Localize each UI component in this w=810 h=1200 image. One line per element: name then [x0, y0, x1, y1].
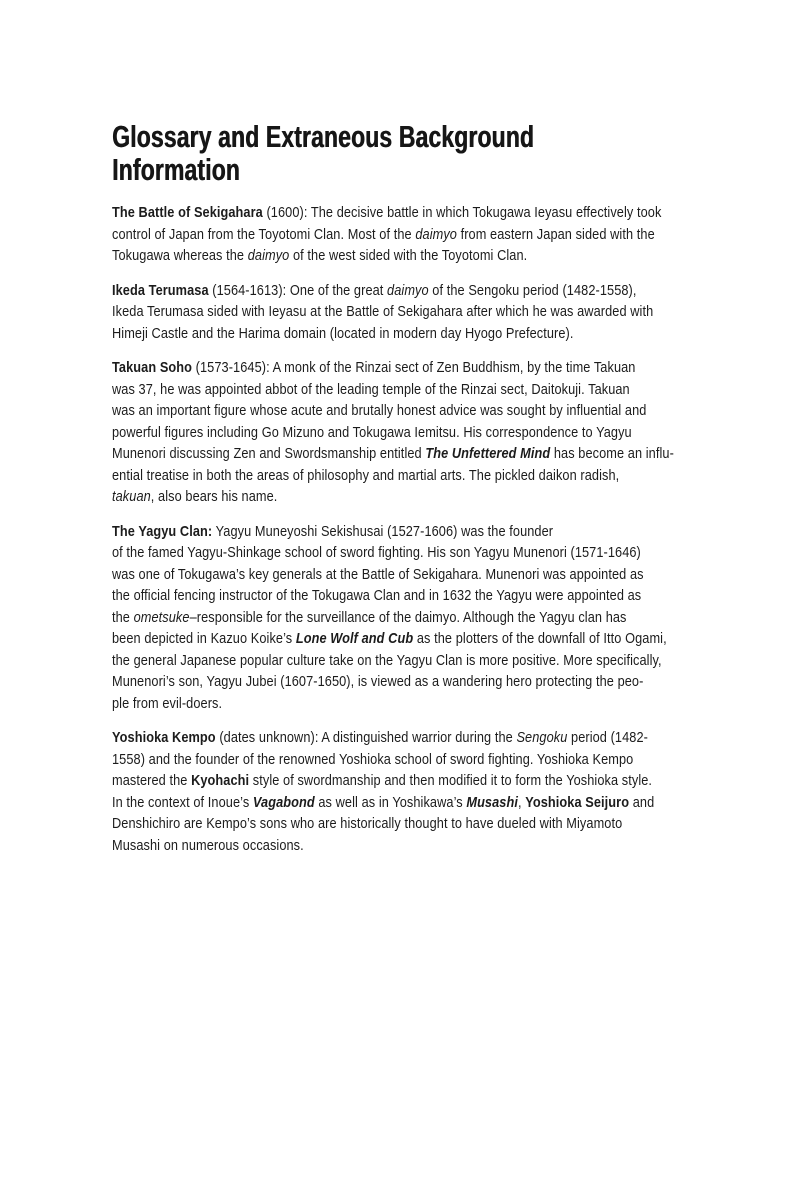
- text-segment: ometsuke: [133, 608, 190, 626]
- glossary-entry-takuan-soho: [112, 357, 673, 508]
- text-segment: ,: [517, 793, 526, 811]
- page-title-line: Information: [112, 152, 240, 187]
- text-segment: of the west sided with the Toyotomi Clan.: [289, 247, 528, 264]
- text-line: [112, 422, 673, 444]
- text-segment: ential treatise in both the areas of philosophy and martial arts. The pickled daikon radish,: [112, 466, 620, 484]
- text-segment: Sengoku: [516, 729, 568, 746]
- entry-term: Yoshioka Kempo: [112, 729, 216, 746]
- text-segment: Tokugawa whereas the: [112, 247, 248, 264]
- text-segment: takuan: [112, 488, 151, 505]
- text-segment: (1564-1613): One of the great: [208, 281, 388, 299]
- text-line: [112, 749, 673, 771]
- glossary-entry-yoshioka-kempo: [112, 727, 673, 856]
- text-segment: from eastern Japan sided with the: [456, 225, 655, 243]
- text-line: [112, 400, 673, 422]
- text-segment: Denshichiro are Kempo’s sons who are historically thought to have dueled with Miyamoto: [112, 815, 623, 832]
- text-segment: of the Sengoku period (1482-1558),: [428, 281, 637, 299]
- page-title-line: Glossary and Extraneous Background: [112, 119, 534, 154]
- page-title: [112, 120, 600, 186]
- text-segment: (1573-1645): A monk of the Rinzai sect of Zen Buddhism, by the time Takuan: [192, 359, 636, 376]
- text-segment: the official fencing instructor of the Tokugawa Clan and in 1632 the Yagyu were appointed as: [112, 587, 642, 604]
- text-line: [112, 202, 673, 224]
- text-segment: Vagabond: [252, 793, 315, 811]
- text-segment: 1558) and the founder of the renowned Yoshioka school of sword fighting. Yoshioka Kempo: [112, 750, 634, 768]
- text-segment: has become an influ-: [550, 445, 674, 462]
- text-segment: control of Japan from the Toyotomi Clan. Most of the: [112, 225, 416, 243]
- text-line: [112, 607, 673, 629]
- text-line: [112, 486, 673, 508]
- text-segment: , also bears his name.: [150, 488, 278, 505]
- entry-term: The Yagyu Clan:: [112, 522, 213, 540]
- text-line: [112, 521, 673, 543]
- text-line: [112, 770, 673, 792]
- text-segment: was one of Tokugawa’s key generals at the Battle of Sekigahara. Munenori was appointed as: [112, 565, 644, 583]
- entry-term: Takuan Soho: [112, 359, 193, 376]
- text-line: [112, 564, 673, 586]
- text-line: [112, 792, 673, 814]
- text-segment: Musashi: [466, 793, 518, 811]
- text-segment: been depicted in Kazuo Koike’s: [112, 630, 296, 647]
- text-segment: Lone Wolf and Cub: [295, 630, 414, 647]
- text-segment: Himeji Castle and the Harima domain (located in modern day Hyogo Prefecture).: [112, 324, 574, 342]
- glossary-entry-yagyu-clan: [112, 521, 673, 715]
- text-line: [112, 835, 673, 857]
- text-segment: of the famed Yagyu-Shinkage school of sword fighting. His son Yagyu Munenori (1571-1646): [112, 544, 641, 561]
- text-segment: In the context of Inoue’s: [112, 793, 253, 811]
- text-segment: style of swordmanship and then modified it to form the Yoshioka style.: [249, 772, 653, 789]
- text-segment: the: [112, 608, 134, 626]
- text-segment: was 37, he was appointed abbot of the leading temple of the Rinzai sect, Daitokuji. Takuan: [112, 380, 630, 398]
- entry-term: Ikeda Terumasa: [112, 281, 209, 299]
- text-segment: Munenori discussing Zen and Swordsmanship entitled: [112, 445, 426, 462]
- text-segment: Munenori’s son, Yagyu Jubei (1607-1650), is viewed as a wandering hero protecting the peo-: [112, 673, 644, 690]
- text-line: [112, 245, 673, 267]
- text-segment: ple from evil-doers.: [112, 694, 223, 712]
- text-line: [112, 280, 673, 302]
- text-line: [112, 465, 673, 487]
- text-segment: Musashi on numerous occasions.: [112, 836, 304, 854]
- glossary-content: [112, 120, 772, 869]
- text-line: [112, 323, 673, 345]
- text-segment: –responsible for the surveillance of the daimyo. Although the Yagyu clan has: [189, 608, 627, 626]
- glossary-entry-ikeda-terumasa: [112, 280, 673, 345]
- text-line: [112, 357, 673, 379]
- text-segment: daimyo: [247, 247, 290, 264]
- text-segment: was an important figure whose acute and brutally honest advice was sought by influential and: [112, 402, 647, 419]
- text-segment: The Unfettered Mind: [425, 445, 551, 462]
- text-segment: and: [629, 793, 655, 811]
- glossary-entry-battle-of-sekigahara: [112, 202, 673, 267]
- text-line: [112, 542, 673, 564]
- text-segment: period (1482-: [567, 729, 648, 746]
- text-segment: daimyo: [387, 281, 429, 299]
- text-segment: powerful figures including Go Mizuno and Tokugawa Iemitsu. His correspondence to Yagyu: [112, 423, 632, 441]
- text-segment: as the plotters of the downfall of Itto Ogami,: [413, 630, 667, 647]
- text-line: [112, 628, 673, 650]
- text-segment: the general Japanese popular culture take on the Yagyu Clan is more positive. More specifically,: [112, 651, 662, 669]
- text-segment: mastered the: [112, 772, 192, 789]
- text-segment: as well as in Yoshikawa’s: [314, 793, 467, 811]
- text-line: [112, 650, 673, 672]
- text-line: [112, 693, 673, 715]
- text-line: [112, 585, 673, 607]
- text-segment: Yoshioka Seijuro: [525, 793, 630, 811]
- text-line: [112, 443, 673, 465]
- text-line: [112, 224, 673, 246]
- text-segment: Ikeda Terumasa sided with Ieyasu at the Battle of Sekigahara after which he was awarded with: [112, 303, 654, 320]
- text-line: [112, 301, 673, 323]
- text-segment: Kyohachi: [191, 772, 250, 789]
- text-line: [112, 671, 673, 693]
- text-segment: Yagyu Muneyoshi Sekishusai (1527-1606) was the founder: [212, 522, 554, 540]
- text-segment: (dates unknown): A distinguished warrior during the: [215, 729, 517, 746]
- glossary-entries: [112, 202, 772, 856]
- text-line: [112, 813, 673, 835]
- text-line: [112, 379, 673, 401]
- text-line: [112, 727, 673, 749]
- entry-term: The Battle of Sekigahara: [112, 204, 263, 221]
- text-segment: daimyo: [415, 225, 457, 243]
- text-segment: (1600): The decisive battle in which Tokugawa Ieyasu effectively took: [262, 204, 662, 221]
